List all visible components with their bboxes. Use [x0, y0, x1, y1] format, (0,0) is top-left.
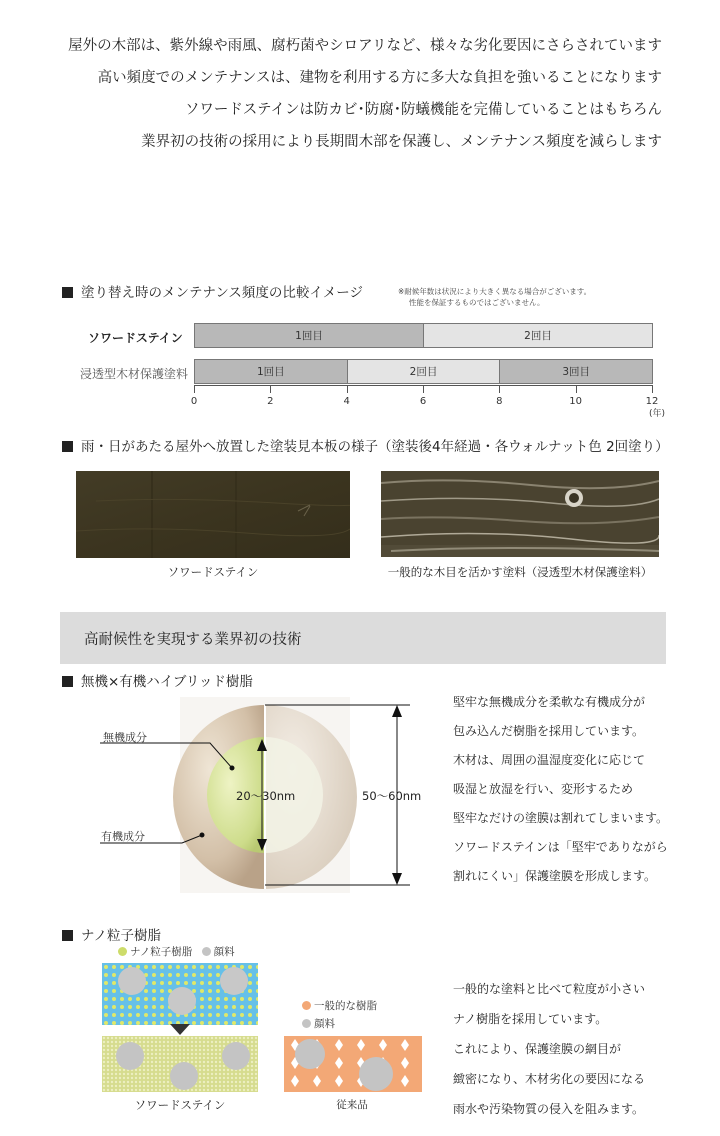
nano-title: ナノ粒子樹脂 — [62, 924, 161, 944]
row-label-soward: ソワードステイン — [88, 331, 183, 345]
hybrid-title: 無機×有機ハイブリッド樹脂 — [62, 670, 253, 690]
maintenance-title: 塗り替え時のメンテナンス頻度の比較イメージ — [62, 281, 363, 301]
sample-board-conventional — [381, 471, 659, 557]
axis-tick-label: 2 — [267, 396, 274, 407]
caption-nano-soward: ソワードステイン — [134, 1098, 226, 1112]
nano-layer-after — [102, 1036, 258, 1092]
general-resin-legend: 一般的な樹脂 顔料 — [302, 998, 377, 1031]
hybrid-text-line: 堅牢なだけの塗膜は割れてしまいます。 — [453, 811, 669, 825]
inorganic-label: 無機成分 — [103, 731, 147, 744]
caption-conventional: 一般的な木目を活かす塗料（浸透型木材保護塗料） — [387, 565, 653, 579]
down-arrow-icon — [170, 1024, 190, 1036]
nano-dot-icon — [118, 947, 127, 956]
intro-line-4: 業界初の技術の採用により長期間木部を保護し、メンテナンス頻度を減らします — [141, 134, 662, 150]
bar-segment-r0-s1: 2回目 — [423, 323, 653, 348]
bar-segment-r1-s2: 3回目 — [499, 359, 653, 384]
inner-size-label: 20～30nm — [236, 789, 296, 803]
bar-segment-r1-s0: 1回目 — [194, 359, 348, 384]
maintenance-note: ※耐候年数は状況により大きく異なる場合がございます。 性能を保証するものではございません。 — [398, 287, 592, 307]
nano-text-line: ナノ樹脂を採用しています。 — [453, 1012, 608, 1026]
square-bullet-icon — [62, 441, 73, 452]
organic-label: 有機成分 — [101, 830, 145, 843]
outer-size-label: 50～60nm — [362, 789, 422, 803]
square-bullet-icon — [62, 676, 73, 687]
axis-tick — [270, 385, 271, 393]
sample-board-soward — [76, 471, 350, 558]
hybrid-text-line: 木材は、周囲の温湿度変化に応じて — [453, 753, 646, 767]
pigment-dot-icon — [202, 947, 211, 956]
intro-line-3: ソワードステインは防カビ･防腐･防蟻機能を完備していることはもちろん — [184, 102, 662, 118]
nano-text-line: これにより、保護塗膜の網目が — [453, 1042, 622, 1056]
axis-tick — [499, 385, 500, 393]
caption-conventional-product: 従来品 — [336, 1099, 368, 1111]
bar-segment-r0-s0: 1回目 — [194, 323, 424, 348]
hybrid-text-line: 吸湿と放湿を行い、変形するため — [453, 782, 634, 796]
banner-title: 高耐候性を実現する業界初の技術 — [84, 632, 302, 648]
hybrid-text-line: 包み込んだ樹脂を採用しています。 — [453, 724, 645, 738]
nano-legend: ナノ粒子樹脂 顔料 — [118, 944, 235, 959]
axis-tick — [423, 385, 424, 393]
axis-tick-label: 0 — [190, 396, 198, 407]
nano-text-line: 一般的な塗料と比べて粒度が小さい — [453, 982, 646, 996]
axis-tick — [652, 385, 653, 393]
samples-title: 雨・日があたる屋外へ放置した塗装見本板の様子（塗装後4年経過・各ウォルナット色 2回塗り） — [62, 435, 669, 455]
nano-text-line: 緻密になり、木材劣化の要因になる — [453, 1072, 646, 1086]
intro-line-1: 屋外の木部は、紫外線や雨風、腐朽菌やシロアリなど、様々な劣化要因にさらされています — [68, 38, 662, 54]
intro-line-2: 高い頻度でのメンテナンスは、建物を利用する方に多大な負担を強いることになります — [97, 70, 662, 86]
axis-tick — [347, 385, 348, 393]
nano-layer-before — [102, 963, 258, 1025]
square-bullet-icon — [62, 287, 73, 298]
axis-tick-label: 10 — [569, 396, 583, 407]
pigment-dot-icon — [302, 1019, 311, 1028]
axis-tick — [576, 385, 577, 393]
general-resin-dot-icon — [302, 1001, 311, 1010]
caption-soward: ソワードステイン — [167, 565, 259, 579]
axis-tick — [194, 385, 195, 393]
axis-unit: (年) — [648, 409, 666, 419]
bar-segment-r1-s1: 2回目 — [347, 359, 501, 384]
nano-text-line: 雨水や汚染物質の侵入を阻みます。 — [453, 1102, 645, 1116]
technology-banner — [60, 612, 666, 664]
hybrid-text-line: ソワードステインは「堅牢でありながら — [453, 840, 668, 854]
hybrid-text-line: 割れにくい」保護塗膜を形成します。 — [453, 869, 657, 883]
axis-tick-label: 12 — [645, 396, 659, 407]
axis-tick-label: 8 — [496, 396, 503, 407]
row-label-penetrating: 浸透型木材保護塗料 — [80, 367, 189, 381]
axis-tick-label: 6 — [419, 396, 427, 407]
hybrid-text-line: 堅牢な無機成分を柔軟な有機成分が — [453, 695, 646, 709]
axis-tick-label: 4 — [343, 396, 350, 407]
conventional-layer — [284, 1036, 422, 1092]
square-bullet-icon — [62, 930, 73, 941]
